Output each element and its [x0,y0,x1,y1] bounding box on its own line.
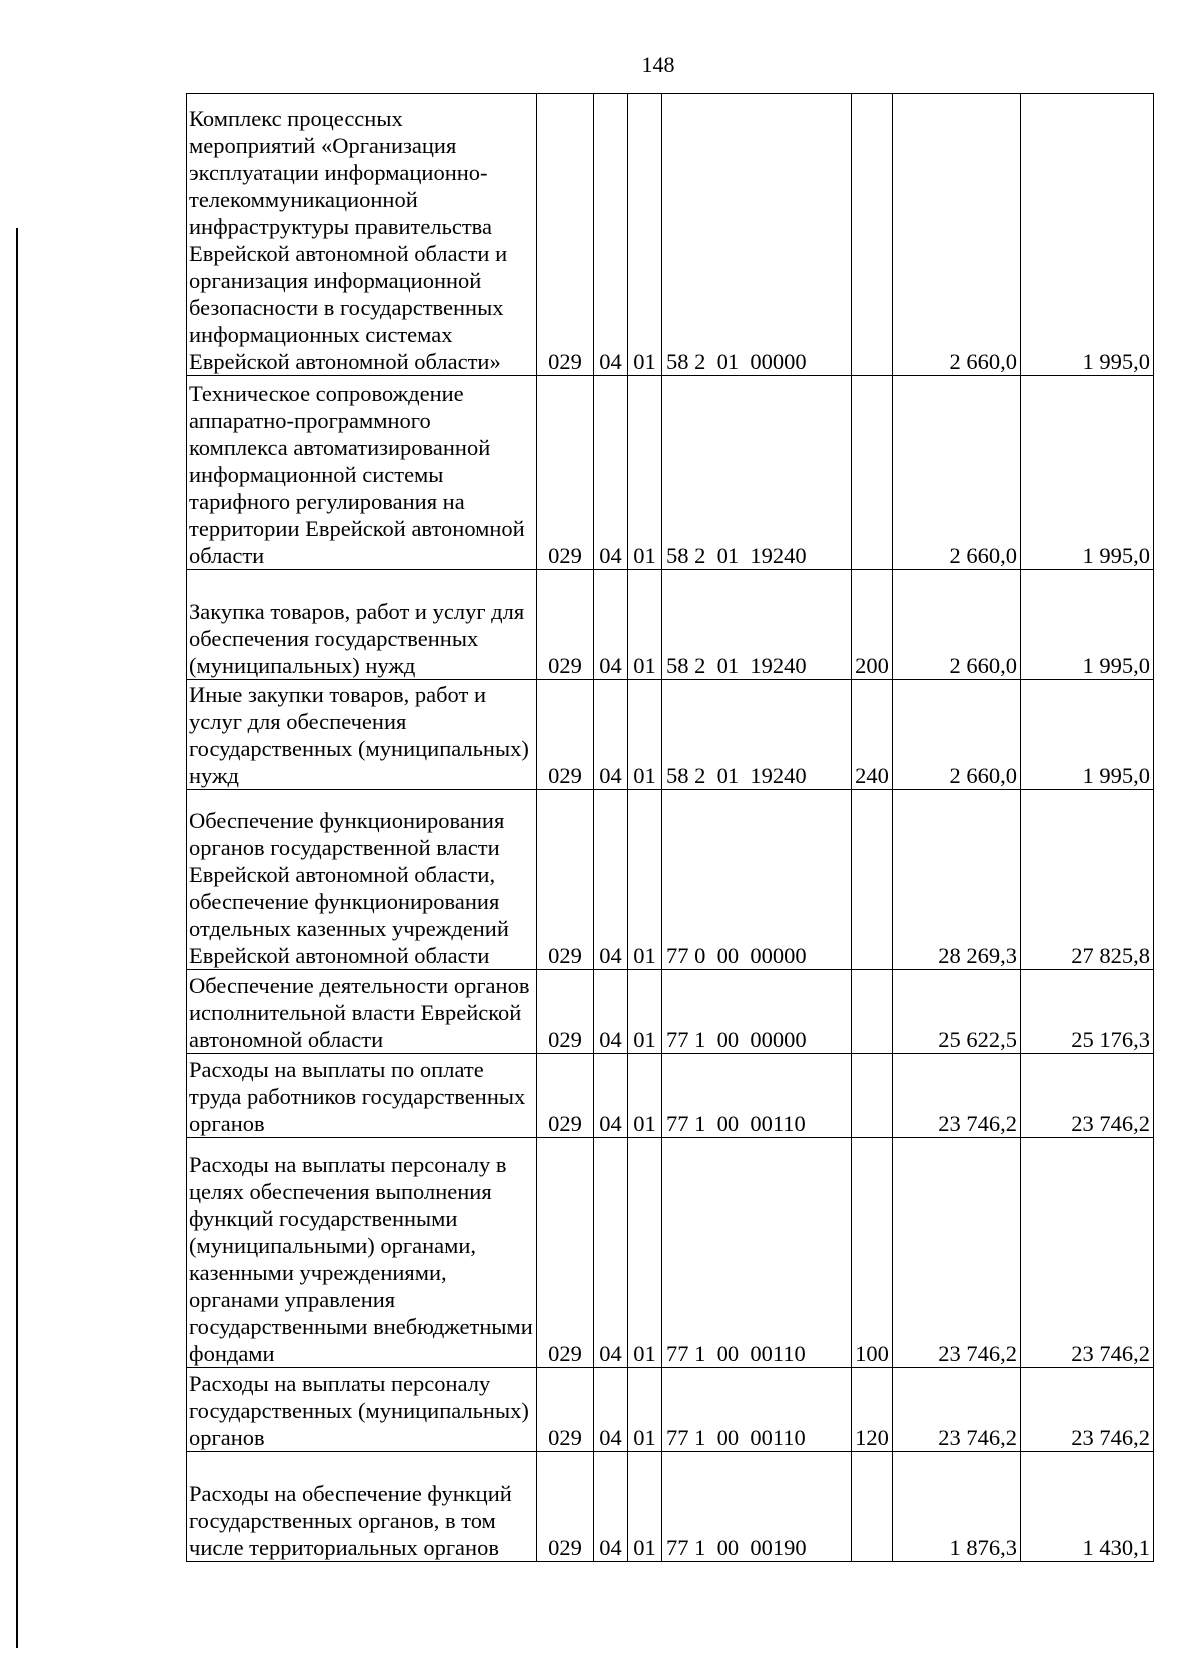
target-article-code: 58 2 01 19240 [662,376,852,570]
expense-type-code [852,94,893,376]
target-article-code: 58 2 01 19240 [662,570,852,680]
expense-type-code: 240 [852,680,893,790]
target-article-code: 77 1 00 00110 [662,1138,852,1368]
row-name: Расходы на выплаты персоналу государственных (муниципальных) органов [187,1368,537,1452]
table-row [187,1452,1154,1562]
target-article-code: 77 1 00 00110 [662,1368,852,1452]
table-row [187,970,1154,1054]
amount-first: 28 269,3 [893,790,1021,970]
subsection-code: 01 [628,1452,662,1562]
subsection-code: 01 [628,1138,662,1368]
row-name: Расходы на обеспечение функций государственных органов, в том числе территориальных органов [187,1452,537,1562]
table-row [187,376,1154,570]
row-name: Иные закупки товаров, работ и услуг для обеспечения государственных (муниципальных) нужд [187,680,537,790]
subsection-code: 01 [628,94,662,376]
ministry-code: 029 [537,94,594,376]
target-article-code: 77 0 00 00000 [662,790,852,970]
scan-edge-line [16,228,18,1648]
section-code: 04 [594,680,628,790]
section-code: 04 [594,1138,628,1368]
section-code: 04 [594,1452,628,1562]
expense-type-code: 100 [852,1138,893,1368]
ministry-code: 029 [537,970,594,1054]
ministry-code: 029 [537,790,594,970]
amount-first: 2 660,0 [893,680,1021,790]
target-article-code: 77 1 00 00110 [662,1054,852,1138]
budget-table-body [187,94,1154,1562]
amount-second: 27 825,8 [1021,790,1154,970]
subsection-code: 01 [628,970,662,1054]
amount-first: 23 746,2 [893,1054,1021,1138]
expense-type-code [852,1054,893,1138]
row-name: Техническое сопровождение аппаратно-программного комплекса автоматизированной информационной системы тарифного регулирования на территории Еврейской автономной области [187,376,537,570]
table-row [187,570,1154,680]
row-name: Расходы на выплаты персоналу в целях обеспечения выполнения функций государственными (муниципальными) органами, казенными учреждениями, органами управления государственными внебюджетными фондами [187,1138,537,1368]
table-row [187,680,1154,790]
row-name: Комплекс процессных мероприятий «Организация эксплуатации информационно-телекоммуникационной инфраструктуры правительства Еврейской автономной области и организация информационной безопасности в государственных информационных системах Еврейской автономной области» [187,94,537,376]
target-article-code: 58 2 01 00000 [662,94,852,376]
amount-second: 25 176,3 [1021,970,1154,1054]
amount-second: 1 430,1 [1021,1452,1154,1562]
section-code: 04 [594,570,628,680]
table-row [187,94,1154,376]
amount-first: 23 746,2 [893,1368,1021,1452]
section-code: 04 [594,1054,628,1138]
subsection-code: 01 [628,376,662,570]
ministry-code: 029 [537,376,594,570]
subsection-code: 01 [628,680,662,790]
subsection-code: 01 [628,570,662,680]
amount-second: 1 995,0 [1021,570,1154,680]
section-code: 04 [594,970,628,1054]
page-number: 148 [641,52,675,77]
table-row [187,1138,1154,1368]
row-name: Обеспечение деятельности органов исполнительной власти Еврейской автономной области [187,970,537,1054]
amount-first: 1 876,3 [893,1452,1021,1562]
table-row [187,790,1154,970]
amount-second: 23 746,2 [1021,1138,1154,1368]
section-code: 04 [594,1368,628,1452]
amount-first: 2 660,0 [893,376,1021,570]
amount-first: 2 660,0 [893,570,1021,680]
ministry-code: 029 [537,1054,594,1138]
expense-type-code: 120 [852,1368,893,1452]
ministry-code: 029 [537,1138,594,1368]
section-code: 04 [594,94,628,376]
target-article-code: 77 1 00 00000 [662,970,852,1054]
amount-first: 23 746,2 [893,1138,1021,1368]
amount-second: 1 995,0 [1021,94,1154,376]
expense-type-code [852,790,893,970]
target-article-code: 77 1 00 00190 [662,1452,852,1562]
amount-second: 23 746,2 [1021,1054,1154,1138]
expense-type-code [852,1452,893,1562]
row-name: Расходы на выплаты по оплате труда работников государственных органов [187,1054,537,1138]
subsection-code: 01 [628,1054,662,1138]
section-code: 04 [594,376,628,570]
target-article-code: 58 2 01 19240 [662,680,852,790]
row-name: Обеспечение функционирования органов государственной власти Еврейской автономной области, обеспечение функционирования отдельных казенных учреждений Еврейской автономной области [187,790,537,970]
expense-type-code [852,970,893,1054]
row-name: Закупка товаров, работ и услуг для обеспечения государственных (муниципальных) нужд [187,570,537,680]
expense-type-code: 200 [852,570,893,680]
subsection-code: 01 [628,790,662,970]
amount-first: 2 660,0 [893,94,1021,376]
subsection-code: 01 [628,1368,662,1452]
ministry-code: 029 [537,570,594,680]
ministry-code: 029 [537,1452,594,1562]
amount-second: 1 995,0 [1021,376,1154,570]
table-row [187,1368,1154,1452]
ministry-code: 029 [537,1368,594,1452]
amount-second: 23 746,2 [1021,1368,1154,1452]
ministry-code: 029 [537,680,594,790]
amount-first: 25 622,5 [893,970,1021,1054]
table-row [187,1054,1154,1138]
budget-table [186,93,1154,1562]
amount-second: 1 995,0 [1021,680,1154,790]
section-code: 04 [594,790,628,970]
expense-type-code [852,376,893,570]
